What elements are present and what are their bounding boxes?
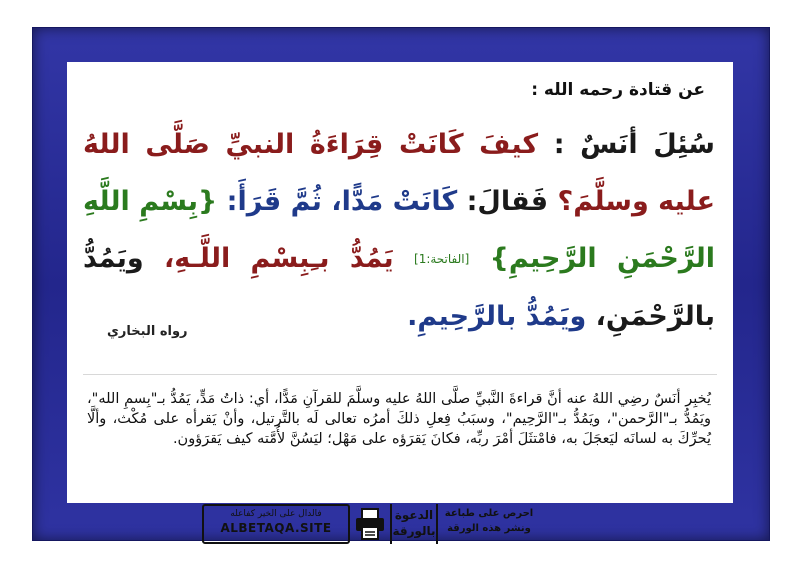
attribution: عن قتادة رحمه الله : xyxy=(531,80,705,100)
hadith-card xyxy=(67,62,733,538)
hadith-mad-bismillah: يَمُدُّ بـِبِسْمِ اللَّـهِ، xyxy=(163,243,394,274)
hadith-answer: كَانَتْ مَدًّا، ثُمَّ قَرَأَ: xyxy=(226,186,458,217)
dawa-logo xyxy=(390,504,438,544)
site-slogan: فالدال على الخير كفاعله xyxy=(230,509,322,519)
quran-verse: {بِسْمِ اللَّهِ الرَّحْمَنِ الرَّحِيمِ} xyxy=(83,186,716,274)
hadith-answer-intro: فَقالَ: xyxy=(466,186,549,217)
print-note-line-2: ونشر هذه الورقة xyxy=(447,523,531,534)
explanation-text: يُخبِر أنَسٌ رضِي اللهُ عنه أنَّ قراءةَ النَّبيِّ صلَّى اللهُ عليه وسلَّمَ للقرآنِ مَدًّا، أي: ذاتُ مَدٍّ، يَمُدُّ بـ"بِسمِ الله"، ويَمُدُّ بـ"الرَّحمن"، ويَمُدُّ بـ"الرَّحِيم"، وسبَبُ فِعلِ ذلكَ أمرُه تعالى لَه بالتَّرتيل، وأنْ يَقرأه على مُكْث، وألَّا يُحرِّكَ به لسانَه ليَعجَلَ به، فامْتثَلَ أمْرَ ربِّه، فكانَ يَقرَؤه على مَهْل؛ ليَسُنَّ لأُمَّته كيف يَقرَؤون. xyxy=(87,391,711,447)
hadith-source: رواه البخاري xyxy=(107,324,188,339)
hadith-mad-rahim: ويَمُدُّ بالرَّحِيمِ. xyxy=(407,301,587,332)
site-url: ALBETAQA.SITE xyxy=(220,521,332,535)
hadith-question-intro: سُئِلَ أنَسٌ : xyxy=(553,129,715,160)
print-note-line-1: احرص على طباعة xyxy=(444,508,534,519)
logo-line-1: الدعوة xyxy=(394,508,434,522)
hadith-text xyxy=(83,116,715,345)
hadith-question: كيفَ كَانَتْ قِرَاءَةُ النبيِّ صَلَّى اللهُ xyxy=(83,129,539,160)
site-box xyxy=(202,504,350,544)
footer xyxy=(202,504,532,546)
print-note xyxy=(444,506,534,536)
divider xyxy=(83,374,717,375)
logo-line-2: بالورقة xyxy=(392,524,436,538)
verse-reference: [الفاتحة:1] xyxy=(414,252,470,266)
printer-icon xyxy=(354,506,386,542)
hadith-question-end: عليه وسلَّمَ؟ xyxy=(557,186,716,217)
hadith-mad-rahman: ويَمُدُّ بالرَّحْمَنِ، xyxy=(83,243,715,332)
